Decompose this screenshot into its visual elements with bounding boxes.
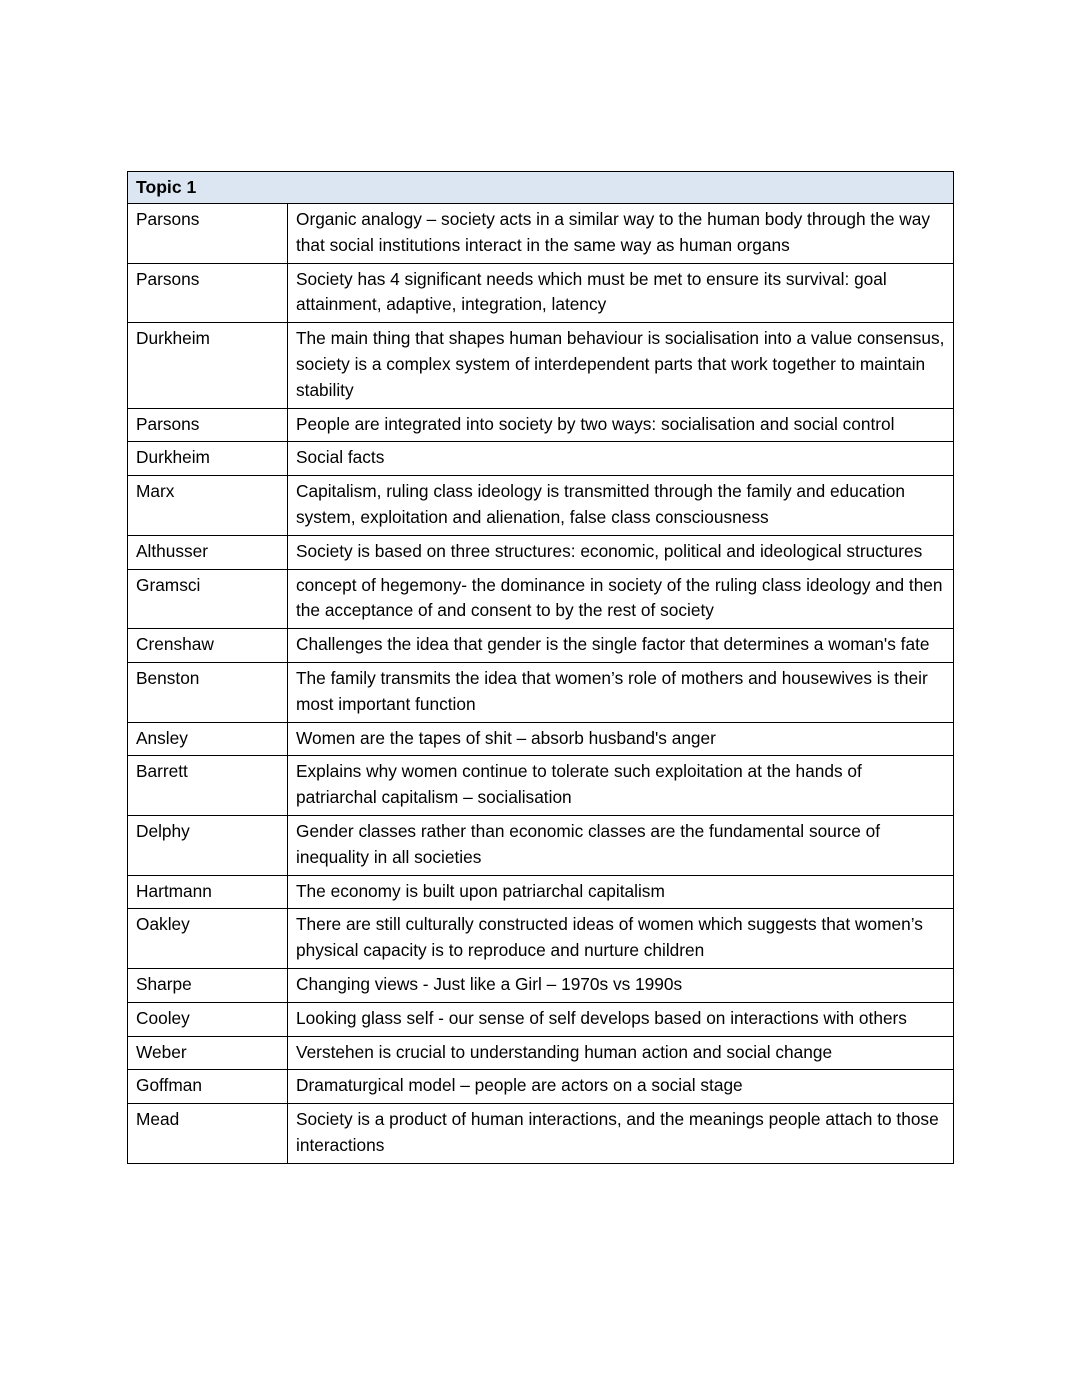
table-row — [128, 535, 954, 569]
theorist-cell: Crenshaw — [128, 629, 288, 663]
table-row — [128, 408, 954, 442]
theorist-cell: Althusser — [128, 535, 288, 569]
topic-1-table — [127, 171, 954, 1164]
theorist-cell: Oakley — [128, 909, 288, 969]
detail-cell: The main thing that shapes human behaviour is socialisation into a value consensus, society is a complex system of interdependent parts that work together to maintain stability — [288, 323, 954, 408]
table-header-row — [128, 172, 954, 204]
detail-cell: Society is a product of human interactions, and the meanings people attach to those interactions — [288, 1104, 954, 1164]
theorist-cell: Durkheim — [128, 442, 288, 476]
topic-header-cell: Topic 1 — [128, 172, 954, 204]
detail-cell: Society has 4 significant needs which must be met to ensure its survival: goal attainment, adaptive, integration, latency — [288, 263, 954, 323]
detail-cell: There are still culturally constructed ideas of women which suggests that women’s physical capacity is to reproduce and nurture children — [288, 909, 954, 969]
table-row — [128, 263, 954, 323]
table-row — [128, 476, 954, 536]
theorist-cell: Gramsci — [128, 569, 288, 629]
theorist-cell: Parsons — [128, 263, 288, 323]
table-row — [128, 756, 954, 816]
detail-cell: Explains why women continue to tolerate such exploitation at the hands of patriarchal capitalism – socialisation — [288, 756, 954, 816]
table-row — [128, 323, 954, 408]
theorist-cell: Parsons — [128, 204, 288, 264]
detail-cell: Verstehen is crucial to understanding human action and social change — [288, 1036, 954, 1070]
detail-cell: Social facts — [288, 442, 954, 476]
theorist-cell: Benston — [128, 662, 288, 722]
table-row — [128, 629, 954, 663]
table-row — [128, 1036, 954, 1070]
detail-cell: Dramaturgical model – people are actors on a social stage — [288, 1070, 954, 1104]
knowledge-table-container — [127, 171, 953, 1164]
table-row — [128, 875, 954, 909]
theorist-cell: Sharpe — [128, 968, 288, 1002]
theorist-cell: Mead — [128, 1104, 288, 1164]
theorist-cell: Ansley — [128, 722, 288, 756]
theorist-cell: Barrett — [128, 756, 288, 816]
detail-cell: The economy is built upon patriarchal capitalism — [288, 875, 954, 909]
table-row — [128, 909, 954, 969]
table-header — [128, 172, 954, 204]
detail-cell: People are integrated into society by two ways: socialisation and social control — [288, 408, 954, 442]
table-row — [128, 968, 954, 1002]
table-row — [128, 1104, 954, 1164]
theorist-cell: Goffman — [128, 1070, 288, 1104]
detail-cell: Capitalism, ruling class ideology is transmitted through the family and education system, exploitation and alienation, false class consciousness — [288, 476, 954, 536]
theorist-cell: Marx — [128, 476, 288, 536]
table-row — [128, 722, 954, 756]
table-body — [128, 204, 954, 1164]
table-row — [128, 442, 954, 476]
theorist-cell: Cooley — [128, 1002, 288, 1036]
table-row — [128, 204, 954, 264]
table-row — [128, 1002, 954, 1036]
detail-cell: Women are the tapes of shit – absorb husband's anger — [288, 722, 954, 756]
detail-cell: Society is based on three structures: economic, political and ideological structures — [288, 535, 954, 569]
theorist-cell: Parsons — [128, 408, 288, 442]
table-row — [128, 815, 954, 875]
theorist-cell: Delphy — [128, 815, 288, 875]
table-row — [128, 1070, 954, 1104]
theorist-cell: Durkheim — [128, 323, 288, 408]
table-row — [128, 569, 954, 629]
detail-cell: concept of hegemony- the dominance in society of the ruling class ideology and then the acceptance of and consent to by the rest of society — [288, 569, 954, 629]
table-row — [128, 662, 954, 722]
detail-cell: Gender classes rather than economic classes are the fundamental source of inequality in all societies — [288, 815, 954, 875]
theorist-cell: Hartmann — [128, 875, 288, 909]
theorist-cell: Weber — [128, 1036, 288, 1070]
detail-cell: Changing views - Just like a Girl – 1970s vs 1990s — [288, 968, 954, 1002]
detail-cell: Organic analogy – society acts in a similar way to the human body through the way that social institutions interact in the same way as human organs — [288, 204, 954, 264]
detail-cell: Challenges the idea that gender is the single factor that determines a woman's fate — [288, 629, 954, 663]
detail-cell: Looking glass self - our sense of self develops based on interactions with others — [288, 1002, 954, 1036]
detail-cell: The family transmits the idea that women’s role of mothers and housewives is their most important function — [288, 662, 954, 722]
